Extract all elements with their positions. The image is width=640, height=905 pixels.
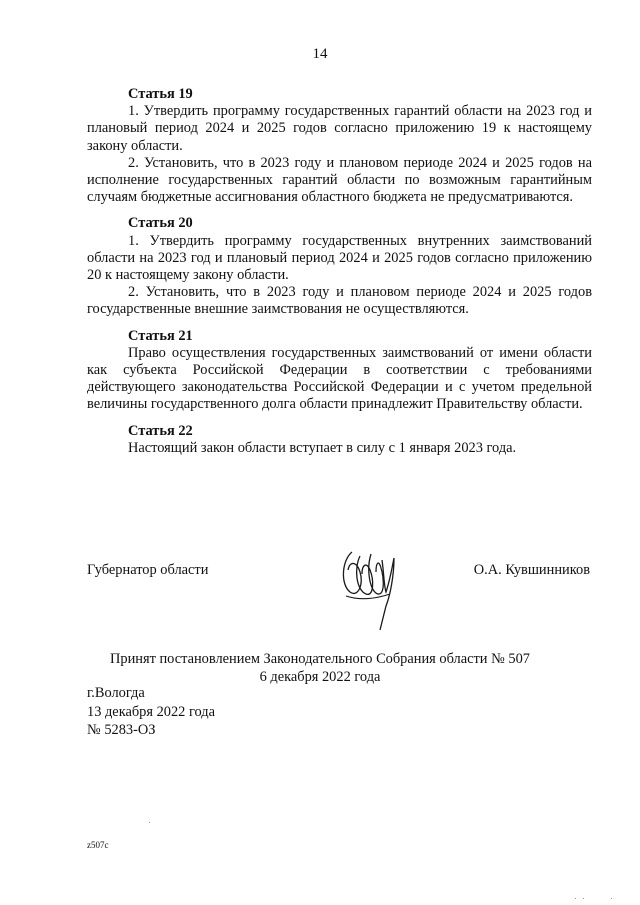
adoption-note <box>0 650 640 686</box>
article-heading: Статья 21 <box>128 327 193 344</box>
document-code: z507c <box>87 840 109 850</box>
scan-speck <box>611 898 612 899</box>
article-paragraph: 1. Утвердить программу государственных гарантий области на 2023 год и плановый период 2024 и 2025 годов согласно приложению 19 к настоящему закону области. <box>87 103 592 154</box>
article-21 <box>87 328 592 414</box>
adoption-date: 6 декабря 2022 года <box>259 669 381 685</box>
article-paragraph: Настоящий закон области вступает в силу с 1 января 2023 года. <box>128 439 517 456</box>
scan-speck <box>583 898 584 899</box>
page-number: 14 <box>312 46 328 62</box>
article-paragraph: 1. Утвердить программу государственных внутренних заимствований области на 2023 год и плановый период 2024 и 2025 годов согласно приложению 20 к настоящему закону области. <box>87 232 592 284</box>
handwritten-signature <box>338 540 402 632</box>
article-heading: Статья 22 <box>128 422 193 439</box>
place: г.Вологда <box>87 685 145 701</box>
scan-speck <box>575 898 576 899</box>
article-19 <box>87 86 592 206</box>
article-paragraph: 2. Установить, что в 2023 году и плановом периоде 2024 и 2025 годов государственные внешние заимствования не осуществляются. <box>87 284 592 318</box>
adoption-line: Принят постановлением Законодательного Собрания области № 507 <box>109 651 530 667</box>
article-paragraph: Право осуществления государственных заимствований от имени области как субъекта Российской Федерации в соответствии с требованиями действующего законодательства Российской Федерации и с учетом предельной величины государственного долга области принадлежит Правительству области. <box>87 344 592 413</box>
article-20 <box>87 215 592 318</box>
signing-date: 13 декабря 2022 года <box>87 703 216 720</box>
place-date-block <box>87 684 215 740</box>
articles-body <box>87 86 592 457</box>
article-heading: Статья 19 <box>128 86 193 102</box>
law-number: № 5283-ОЗ <box>87 722 156 738</box>
article-22 <box>87 423 592 457</box>
article-heading: Статья 20 <box>128 215 193 232</box>
signer-position: Губернатор области <box>87 562 209 578</box>
scan-speck <box>149 822 150 823</box>
signer-name: О.А. Кувшинников <box>473 562 590 578</box>
article-paragraph: 2. Установить, что в 2023 году и плановом периоде 2024 и 2025 годов на исполнение государственных гарантий области по возможным гарантийным случаям бюджетные ассигнования областного бюджета не предусматриваются. <box>87 154 592 206</box>
